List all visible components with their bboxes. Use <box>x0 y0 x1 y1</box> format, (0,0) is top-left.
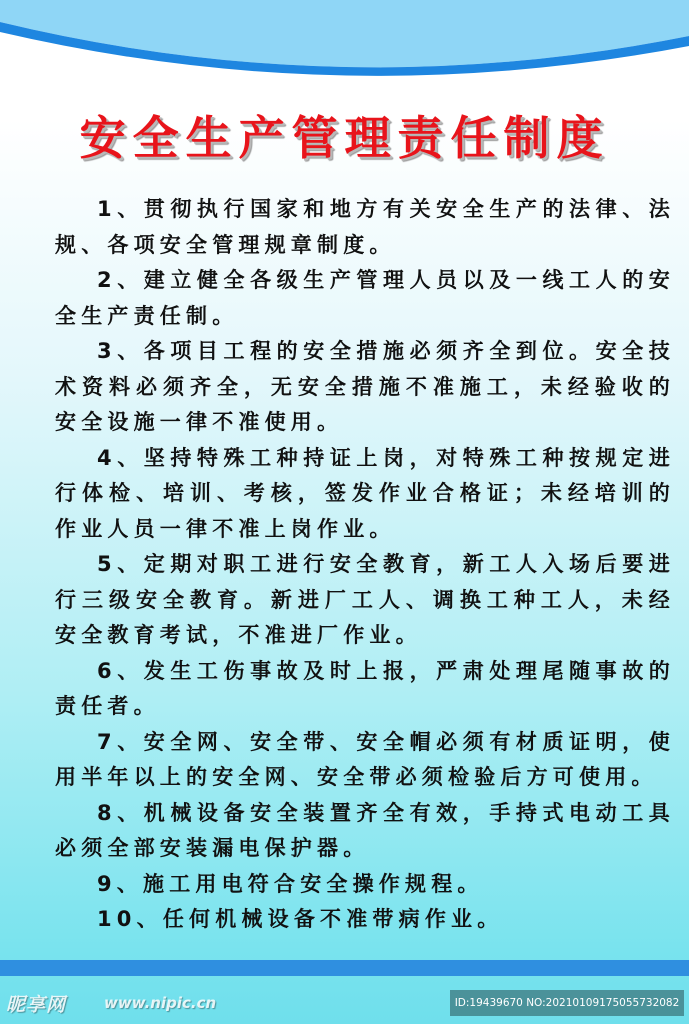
document-title: 安全生产管理责任制度 <box>79 111 610 165</box>
regulation-item-7: 7、安全网、安全带、安全帽必须有材质证明，使用半年以上的安全网、安全带必须检验后方可使用。 <box>55 729 675 789</box>
regulation-item-1: 1、贯彻执行国家和地方有关安全生产的法律、法规、各项安全管理规章制度。 <box>55 197 675 257</box>
regulation-item-4: 4、坚持特殊工种持证上岗，对特殊工种按规定进行体检、培训、考核，签发作业合格证；未经培训的作业人员一律不准上岗作业。 <box>55 445 675 541</box>
regulation-item-6: 6、发生工伤事故及时上报，严肃处理尾随事故的责任者。 <box>55 658 675 718</box>
regulation-item-2: 2、建立健全各级生产管理人员以及一线工人的安全生产责任制。 <box>55 268 675 328</box>
regulation-item-10: 10、任何机械设备不准带病作业。 <box>97 907 504 931</box>
regulation-item-8: 8、机械设备安全装置齐全有效，手持式电动工具必须全部安装漏电保护器。 <box>55 800 675 860</box>
watermark-url: www.nipic.cn <box>104 994 217 1012</box>
watermark-logo: 昵享网 <box>6 994 67 1016</box>
regulation-item-9: 9、施工用电符合安全操作规程。 <box>97 871 484 896</box>
regulation-list <box>55 192 675 938</box>
regulation-item-5: 5、定期对职工进行安全教育，新工人入场后要进行三级安全教育。新进厂工人、调换工种工人，未经安全教育考试，不准进厂作业。 <box>55 552 675 647</box>
top-wave-band <box>0 0 689 80</box>
regulation-item-3: 3、各项目工程的安全措施必须齐全到位。安全技术资料必须齐全，无安全措施不准施工，未经验收的安全设施一律不准使用。 <box>55 339 675 434</box>
watermark-id: ID:19439670 NO:20210109175055732082 <box>450 990 684 1016</box>
bottom-decorative-bar <box>0 960 689 976</box>
